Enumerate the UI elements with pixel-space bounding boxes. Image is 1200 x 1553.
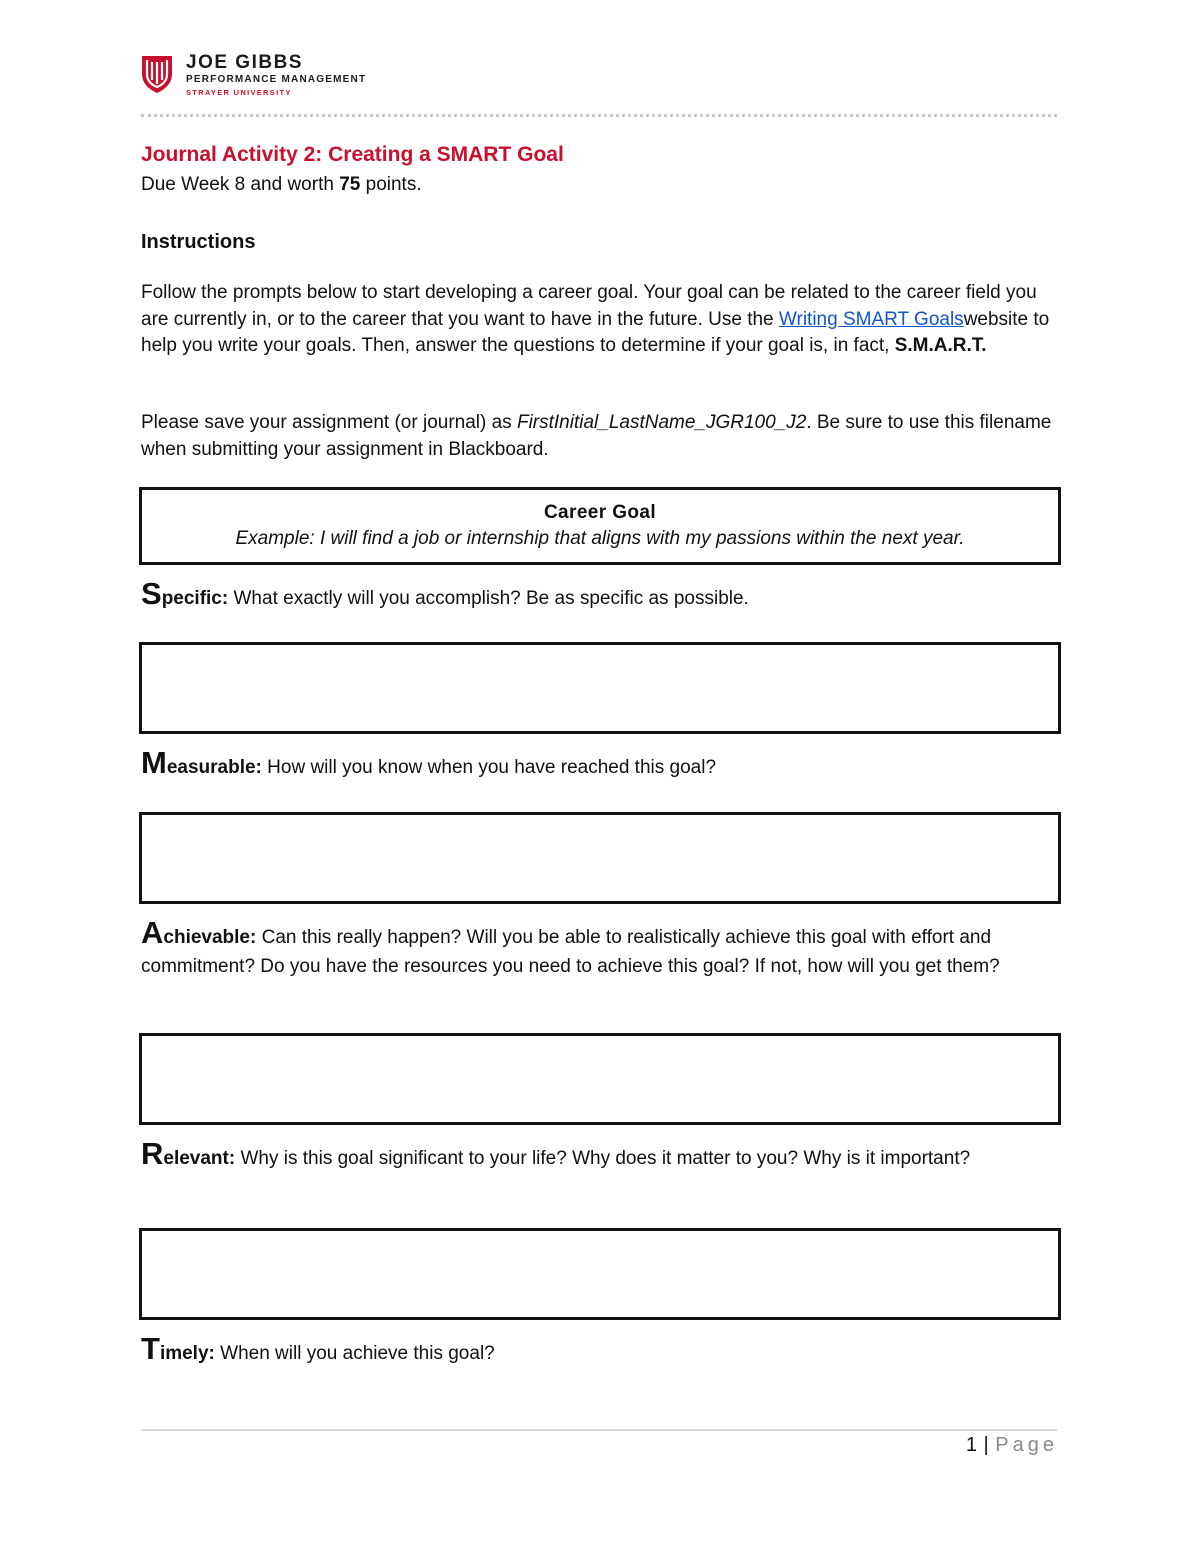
instructions-heading: Instructions [141, 231, 256, 253]
specific-term: pecific: [161, 588, 229, 609]
measurable-letter: M [141, 745, 167, 780]
measurable-answer-box[interactable] [139, 812, 1061, 904]
specific-question: What exactly will you accomplish? Be as specific as possible. [228, 588, 749, 609]
instructions-text-2: website to help you write your goals. Then, answer the questions to determine if your goal is, in fact, [141, 308, 1050, 356]
writing-smart-goals-link[interactable]: Writing SMART Goals [778, 308, 964, 330]
relevant-prompt [141, 1136, 1057, 1174]
career-goal-box [139, 487, 1061, 565]
smart-acronym: S.M.A.R.T. [894, 335, 987, 356]
brand-name: JOE GIBBS [186, 52, 303, 73]
timely-term: imely: [159, 1343, 215, 1364]
achievable-letter: A [141, 915, 164, 950]
page-label: Page [995, 1434, 1058, 1456]
measurable-question: How will you know when you have reached this goal? [261, 757, 717, 778]
measurable-term: easurable: [166, 757, 262, 778]
achievable-term: chievable: [163, 927, 257, 948]
timely-letter: T [141, 1331, 160, 1366]
achievable-answer-box[interactable] [139, 1033, 1061, 1125]
measurable-prompt [141, 745, 1057, 783]
instructions-paragraph [141, 280, 1057, 360]
due-line [141, 174, 422, 196]
page-number [966, 1434, 1058, 1457]
brand-logo [140, 52, 440, 98]
footer-divider [141, 1429, 1057, 1431]
specific-prompt [141, 576, 1057, 614]
save-text-1: Please save your assignment (or journal) as [141, 412, 517, 433]
page-title: Journal Activity 2: Creating a SMART Goal [141, 143, 564, 166]
career-goal-example: Example: I will find a job or internship that aligns with my passions within the next year. [235, 528, 965, 549]
due-prefix: Due Week 8 and worth [141, 174, 340, 195]
achievable-question: Can this really happen? Will you be able to realistically achieve this goal with effort and commitment? Do you have the resources you need to achieve this goal? If not, how will you get them? [141, 927, 1000, 977]
page-separator: | [977, 1434, 996, 1456]
relevant-letter: R [141, 1136, 164, 1171]
timely-question: When will you achieve this goal? [214, 1343, 495, 1364]
page-number-value: 1 [965, 1434, 978, 1456]
brand-subtitle: PERFORMANCE MANAGEMENT [186, 74, 367, 85]
filename-format: FirstInitial_LastName_JGR100_J2 [516, 412, 807, 433]
career-goal-title: Career Goal [543, 502, 657, 523]
achievable-prompt [141, 915, 1057, 981]
specific-letter: S [141, 576, 162, 611]
instructions-text-1: Follow the prompts below to start developing a career goal. Your goal can be related to the career field you are currently in, or to the career that you want to have in the future. Use the [141, 282, 1037, 330]
header-divider [141, 114, 1057, 117]
brand-university: STRAYER UNIVERSITY [186, 88, 292, 97]
save-instructions-paragraph [141, 410, 1057, 463]
shield-icon [140, 54, 174, 94]
due-suffix: points. [360, 174, 422, 195]
specific-answer-box[interactable] [139, 642, 1061, 734]
save-text-2: . Be sure to use this filename when submitting your assignment in Blackboard. [141, 412, 1052, 460]
relevant-answer-box[interactable] [139, 1228, 1061, 1320]
relevant-term: elevant: [163, 1148, 236, 1169]
relevant-question: Why is this goal significant to your life? Why does it matter to you? Why is it important? [235, 1148, 971, 1169]
timely-prompt [141, 1331, 1057, 1369]
points-value: 75 [339, 174, 361, 195]
